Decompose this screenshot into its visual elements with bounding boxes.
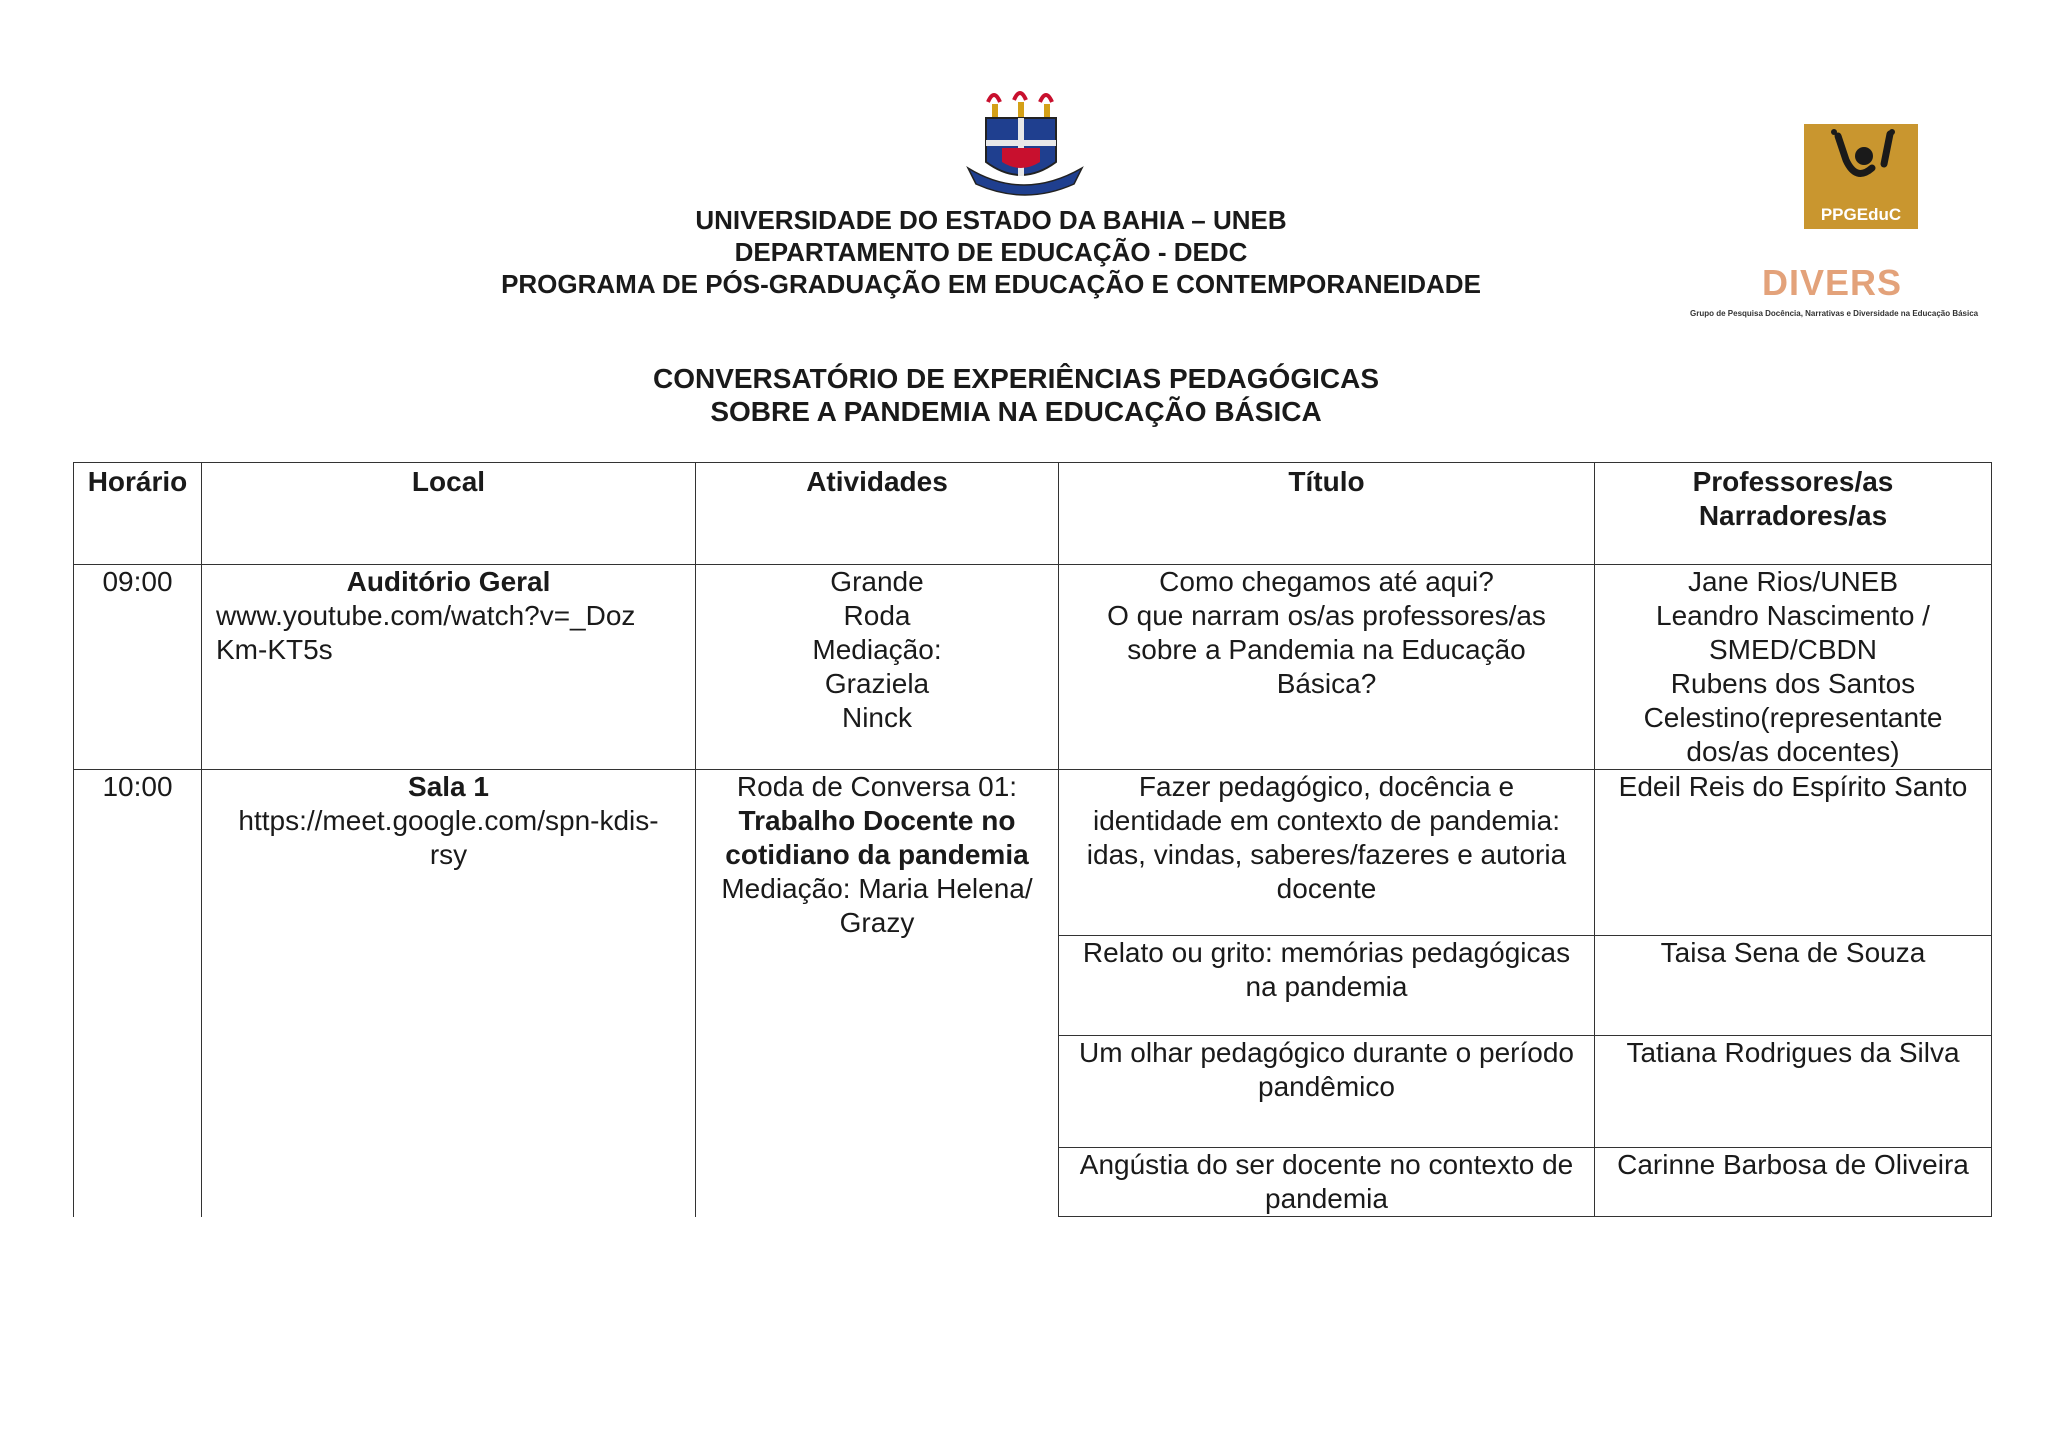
row2-entry2-titulo-line2: na pandemia bbox=[1245, 971, 1408, 1002]
row2-entry3-titulo-line2: pandêmico bbox=[1258, 1071, 1395, 1102]
row1-prof-line4: Rubens dos Santos bbox=[1670, 668, 1916, 699]
row1-prof-line3: SMED/CBDN bbox=[1708, 634, 1877, 665]
row1-titulo-line2: O que narram os/as professores/as bbox=[1107, 600, 1546, 631]
table-header-row bbox=[74, 463, 1992, 565]
row1-titulo-line3: sobre a Pandemia na Educação bbox=[1127, 634, 1526, 665]
row1-local bbox=[202, 565, 696, 770]
row1-titulo-line1: Como chegamos até aqui? bbox=[1159, 566, 1494, 597]
ppgeduc-label: PPGEduC bbox=[1820, 205, 1902, 224]
divers-logo: DIVERS bbox=[1762, 262, 1903, 303]
header-program: PROGRAMA DE PÓS-GRADUAÇÃO EM EDUCAÇÃO E CONTEMPORANEIDADE bbox=[501, 269, 1481, 299]
header-university: UNIVERSIDADE DO ESTADO DA BAHIA – UNEB bbox=[695, 205, 1287, 235]
row1-prof-line2: Leandro Nascimento / bbox=[1656, 600, 1930, 631]
row2-entry4-titulo-line2: pandemia bbox=[1265, 1183, 1388, 1214]
row1-atividade-line5: Ninck bbox=[841, 702, 912, 733]
row2-entry1-prof: Edeil Reis do Espírito Santo bbox=[1595, 770, 1992, 936]
row2-atividade-line1: Roda de Conversa 01: bbox=[736, 771, 1018, 802]
row1-titulo-line4: Básica? bbox=[1276, 668, 1377, 699]
table-row bbox=[74, 770, 1992, 936]
row1-horario: 09:00 bbox=[74, 565, 202, 770]
col-professores-line1: Professores/as bbox=[1692, 466, 1894, 497]
col-titulo-header: Título bbox=[1059, 463, 1595, 565]
row2-entry1-titulo-line4: docente bbox=[1276, 873, 1377, 904]
row1-titulo bbox=[1059, 565, 1595, 770]
row2-local-name: Sala 1 bbox=[408, 771, 489, 802]
row1-atividades bbox=[696, 565, 1059, 770]
university-header bbox=[0, 204, 2048, 303]
row2-atividade-bold2: cotidiano da pandemia bbox=[725, 839, 1029, 870]
uneb-crest-logo bbox=[966, 82, 1084, 202]
row2-atividade-line4: Grazy bbox=[839, 907, 915, 938]
ppgeduc-logo bbox=[1804, 124, 1918, 229]
row1-local-name: Auditório Geral bbox=[346, 566, 551, 597]
row2-entry4-titulo-line1: Angústia do ser docente no contexto de bbox=[1079, 1149, 1574, 1180]
row2-entry1-titulo-line3: idas, vindas, saberes/fazeres e autoria bbox=[1086, 839, 1567, 870]
row2-local-url-line2[interactable]: rsy bbox=[429, 839, 468, 870]
row2-entry3-titulo-line1: Um olhar pedagógico durante o período bbox=[1078, 1037, 1574, 1068]
row1-prof-line5: Celestino(representante bbox=[1643, 702, 1943, 733]
row2-entry4-prof: Carinne Barbosa de Oliveira bbox=[1595, 1148, 1992, 1217]
row2-atividade-line3: Mediação: Maria Helena/ bbox=[721, 873, 1033, 904]
row2-atividade-bold1: Trabalho Docente no bbox=[738, 805, 1016, 836]
row2-entry3-prof: Tatiana Rodrigues da Silva bbox=[1595, 1036, 1992, 1148]
row1-atividade-line3: Mediação: bbox=[812, 634, 942, 665]
row1-prof-line1: Jane Rios/UNEB bbox=[1687, 566, 1899, 597]
row1-atividade-line4: Graziela bbox=[824, 668, 930, 699]
row2-entry3-titulo bbox=[1059, 1036, 1595, 1148]
row1-local-url-line2[interactable]: Km-KT5s bbox=[216, 634, 333, 665]
row2-entry4-titulo bbox=[1059, 1148, 1595, 1217]
col-horario-header: Horário bbox=[74, 463, 202, 565]
schedule-table bbox=[73, 462, 1992, 1217]
col-professores-header bbox=[1595, 463, 1992, 565]
row2-local bbox=[202, 770, 696, 1217]
row2-entry2-prof: Taisa Sena de Souza bbox=[1595, 936, 1992, 1036]
row2-entry1-titulo bbox=[1059, 770, 1595, 936]
col-professores-line2: Narradores/as bbox=[1698, 500, 1888, 531]
row2-local-url-line1[interactable]: https://meet.google.com/spn-kdis- bbox=[238, 805, 659, 836]
col-local-header: Local bbox=[202, 463, 696, 565]
row2-entry2-titulo bbox=[1059, 936, 1595, 1036]
event-title-line1: CONVERSATÓRIO DE EXPERIÊNCIAS PEDAGÓGICAS bbox=[652, 363, 1380, 394]
event-title bbox=[0, 362, 2048, 428]
row2-entry2-titulo-line1: Relato ou grito: memórias pedagógicas bbox=[1082, 937, 1571, 968]
row1-local-url-line1[interactable]: www.youtube.com/watch?v=_Doz bbox=[216, 600, 636, 631]
row2-horario: 10:00 bbox=[74, 770, 202, 1217]
row2-atividades bbox=[696, 770, 1059, 1217]
row1-atividade-line2: Roda bbox=[843, 600, 911, 631]
row1-atividade-line1: Grande bbox=[830, 566, 924, 597]
table-row bbox=[74, 565, 1992, 770]
row2-entry1-titulo-line2: identidade em contexto de pandemia: bbox=[1093, 805, 1560, 836]
row1-professores bbox=[1595, 565, 1992, 770]
event-title-line2: SOBRE A PANDEMIA NA EDUCAÇÃO BÁSICA bbox=[710, 396, 1322, 427]
row2-entry1-titulo-line1: Fazer pedagógico, docência e bbox=[1138, 771, 1515, 802]
divers-tagline: Grupo de Pesquisa Docência, Narrativas e Diversidade na Educação Básica bbox=[1690, 309, 1979, 318]
col-atividades-header: Atividades bbox=[696, 463, 1059, 565]
row1-prof-line6: dos/as docentes) bbox=[1686, 736, 1900, 767]
header-department: DEPARTAMENTO DE EDUCAÇÃO - DEDC bbox=[734, 237, 1248, 267]
